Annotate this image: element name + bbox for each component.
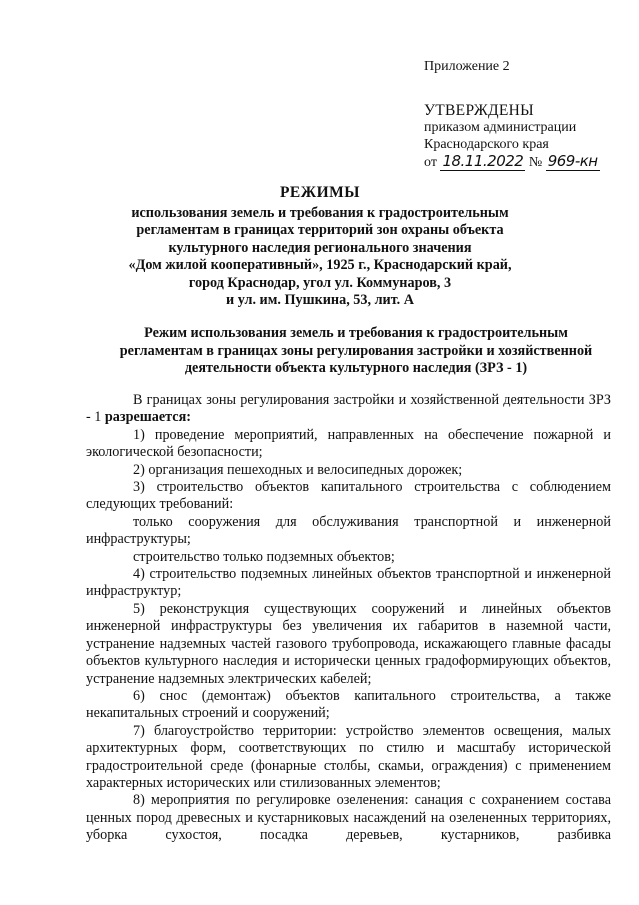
section-heading-line: Режим использования земель и требования к градостроительным <box>144 325 568 341</box>
list-item: 8) мероприятия по регулировке озеленения: санация с сохранением состава ценных пород древесных и кустарниковых насаждений на озелененных территориях, уборка сухостоя, посадка деревьев, кустарников, разбивка <box>86 792 611 844</box>
title-line: регламентам в границах территорий зон охраны объекта <box>136 222 504 238</box>
list-item: 4) строительство подземных линейных объектов транспортной и инженерной инфраструктур; <box>86 566 611 600</box>
list-item: только сооружения для обслуживания транспортной и инженерной инфраструктуры; <box>86 513 611 548</box>
list-item: строительство только подземных объектов; <box>133 548 395 565</box>
intro-paragraph <box>86 392 611 427</box>
approved-heading: УТВЕРЖДЕНЫ <box>424 102 534 119</box>
intro-text: В границах зоны регулирования застройки и хозяйственной деятельности ЗРЗ - 1 <box>86 392 611 426</box>
number-prefix: № <box>528 155 543 170</box>
section-heading-line: деятельности объекта культурного наследия (ЗРЗ - 1) <box>184 360 528 376</box>
list-item: 7) благоустройство территории: устройство элементов освещения, малых архитектурных форм, соответствующих по стилю и масштабу исторической градостроительной среде (фонарные столбы, скамьи, ограждения) с применением характерных исторических или стилизованных элементов; <box>86 722 611 791</box>
title-line: «Дом жилой кооперативный», 1925 г., Краснодарский край, <box>128 257 512 273</box>
title-line: культурного наследия регионального значения <box>168 239 472 256</box>
list-item: 6) снос (демонтаж) объектов капитального строительства, а также некапитальных строений и сооружений; <box>86 687 611 722</box>
title-line: город Краснодар, угол ул. Коммунаров, 3 <box>188 274 452 291</box>
approval-line-2: Краснодарского края <box>424 137 549 152</box>
date-prefix: от <box>424 155 437 170</box>
document-title <box>80 184 560 310</box>
title-line: использования земель и требования к градостроительным <box>131 204 509 221</box>
intro-bold: разрешается: <box>104 409 192 426</box>
list-item: 2) организация пешеходных и велосипедных дорожек; <box>133 461 463 478</box>
title-main: РЕЖИМЫ <box>279 184 361 201</box>
approval-line-1: приказом администрации <box>424 120 577 135</box>
title-line: и ул. им. Пушкина, 53, лит. А <box>226 292 414 308</box>
handwritten-date: 18.11.2022 <box>442 152 524 170</box>
section-heading-line: регламентам в границах зоны регулирования застройки и хозяйственной <box>119 342 593 359</box>
list-item: 3) строительство объектов капитального строительства с соблюдением следующих требований: <box>86 479 611 513</box>
approval-date-row <box>424 153 634 171</box>
body-text <box>86 392 611 845</box>
appendix-label: Приложение 2 <box>424 59 510 74</box>
handwritten-number: 969-кн <box>547 152 598 170</box>
list-item: 1) проведение мероприятий, направленных на обеспечение пожарной и экологической безопасности; <box>86 426 611 461</box>
list-item: 5) реконструкция существующих сооружений и линейных объектов инженерной инфраструктуры без увеличения их габаритов в наземной части, устранение надземных частей газового трубопровода, искажающего главные фасады объектов культурного наследия и исторически ценных градоформирующих объектов, устранение надземных электрических кабелей; <box>86 600 611 687</box>
section-heading <box>86 325 626 378</box>
approval-block <box>424 58 634 171</box>
